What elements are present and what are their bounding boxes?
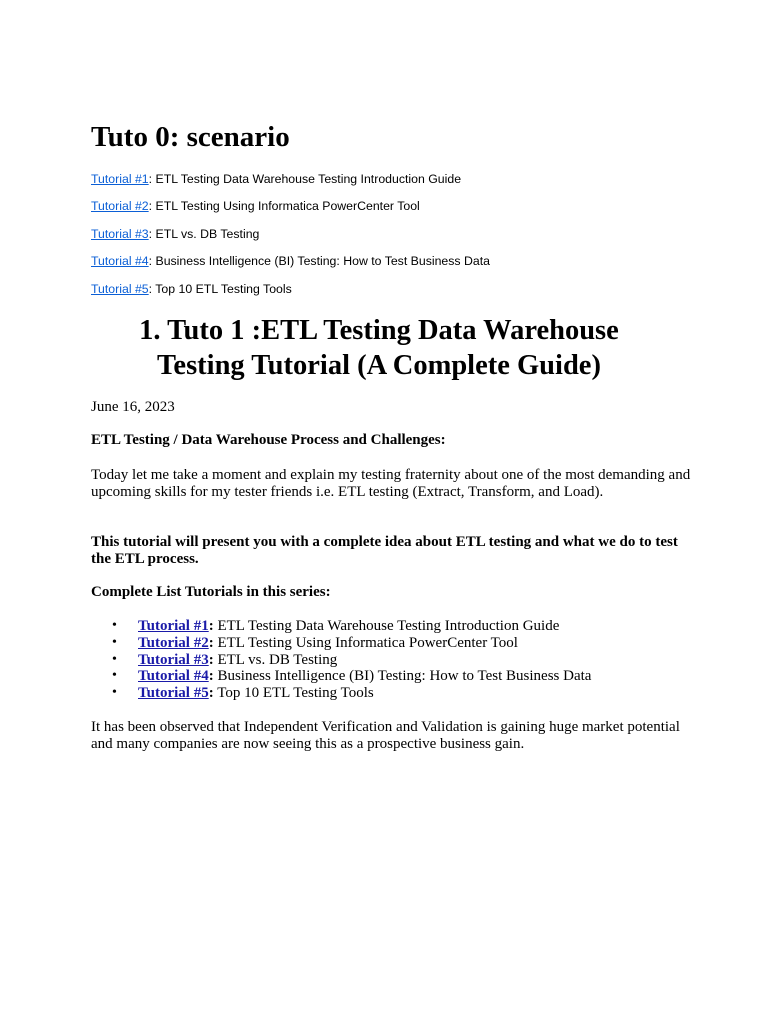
list-heading: Complete List Tutorials in this series: <box>91 584 331 600</box>
list-item <box>112 685 591 702</box>
section-title: ETL Testing / Data Warehouse Process and Challenges: <box>91 432 446 448</box>
list-item <box>112 618 591 635</box>
list-item-text: Business Intelligence (BI) Testing: How to Test Business Data <box>213 668 592 685</box>
bullet-icon: • <box>112 618 117 633</box>
list-item <box>112 668 591 685</box>
list-item <box>91 197 490 215</box>
tutorial-2-link[interactable]: Tutorial #2 <box>91 199 149 214</box>
list-item-text: : Business Intelligence (BI) Testing: How to Test Business Data <box>148 254 490 269</box>
list-item-text: Top 10 ETL Testing Tools <box>213 685 374 702</box>
tutorial-3-link[interactable]: Tutorial #3 <box>91 226 149 241</box>
list-item <box>91 252 490 270</box>
tutorial-5-link[interactable]: Tutorial #5 <box>91 281 149 296</box>
tutorial-4-link[interactable]: Tutorial #4 <box>91 254 149 269</box>
article-heading <box>96 313 662 383</box>
list-item-text: : ETL Testing Using Informatica PowerCenter Tool <box>148 199 420 214</box>
bullet-tutorial-1-link[interactable]: Tutorial #1 <box>138 618 209 634</box>
bullet-colon: : <box>208 651 214 668</box>
bullet-icon: • <box>112 685 117 701</box>
list-item-text: ETL Testing Data Warehouse Testing Introduction Guide <box>213 618 560 634</box>
bold-statement: This tutorial will present you with a complete idea about ETL testing and what we do to test the ETL process. <box>91 534 678 567</box>
list-item-text: : ETL vs. DB Testing <box>148 226 260 241</box>
list-item-text: ETL Testing Using Informatica PowerCenter Tool <box>213 634 518 651</box>
bullet-colon: : <box>208 668 214 685</box>
intro-paragraph: Today let me take a moment and explain my testing fraternity about one of the most demanding and upcoming skills for my tester friends i.e. ETL testing (Extract, Transform, and Load). <box>91 467 691 500</box>
bullet-colon: : <box>208 618 214 634</box>
closing-paragraph: It has been observed that Independent Verification and Validation is gaining huge market potential and many companies are now seeing this as a prospective business gain. <box>91 719 680 752</box>
article-heading-line-2: Testing Tutorial (A Complete Guide) <box>157 350 601 381</box>
list-item-text: : Top 10 ETL Testing Tools <box>148 281 292 296</box>
bullet-icon: • <box>112 634 117 650</box>
bullet-tutorial-3-link[interactable]: Tutorial #3 <box>138 651 209 668</box>
article-date: June 16, 2023 <box>91 399 175 415</box>
bullet-colon: : <box>208 685 214 702</box>
tutorial-1-link[interactable]: Tutorial #1 <box>91 172 149 186</box>
bullet-tutorial-2-link[interactable]: Tutorial #2 <box>138 634 209 651</box>
bullet-colon: : <box>208 634 214 651</box>
page-title: Tuto 0: scenario <box>91 121 290 153</box>
bullet-icon: • <box>112 668 117 684</box>
list-item <box>112 652 591 669</box>
list-item <box>91 280 490 298</box>
list-item <box>91 225 490 243</box>
list-item <box>91 170 490 188</box>
article-heading-line-1: 1. Tuto 1 :ETL Testing Data Warehouse <box>139 315 619 346</box>
tutorial-bullet-list <box>112 618 591 702</box>
bullet-tutorial-5-link[interactable]: Tutorial #5 <box>138 685 209 702</box>
list-item-text: : ETL Testing Data Warehouse Testing Introduction Guide <box>148 172 462 186</box>
list-item <box>112 635 591 652</box>
bullet-icon: • <box>112 651 117 667</box>
tuto0-link-list <box>91 170 490 307</box>
list-item-text: ETL vs. DB Testing <box>213 651 338 668</box>
bullet-tutorial-4-link[interactable]: Tutorial #4 <box>138 668 209 685</box>
